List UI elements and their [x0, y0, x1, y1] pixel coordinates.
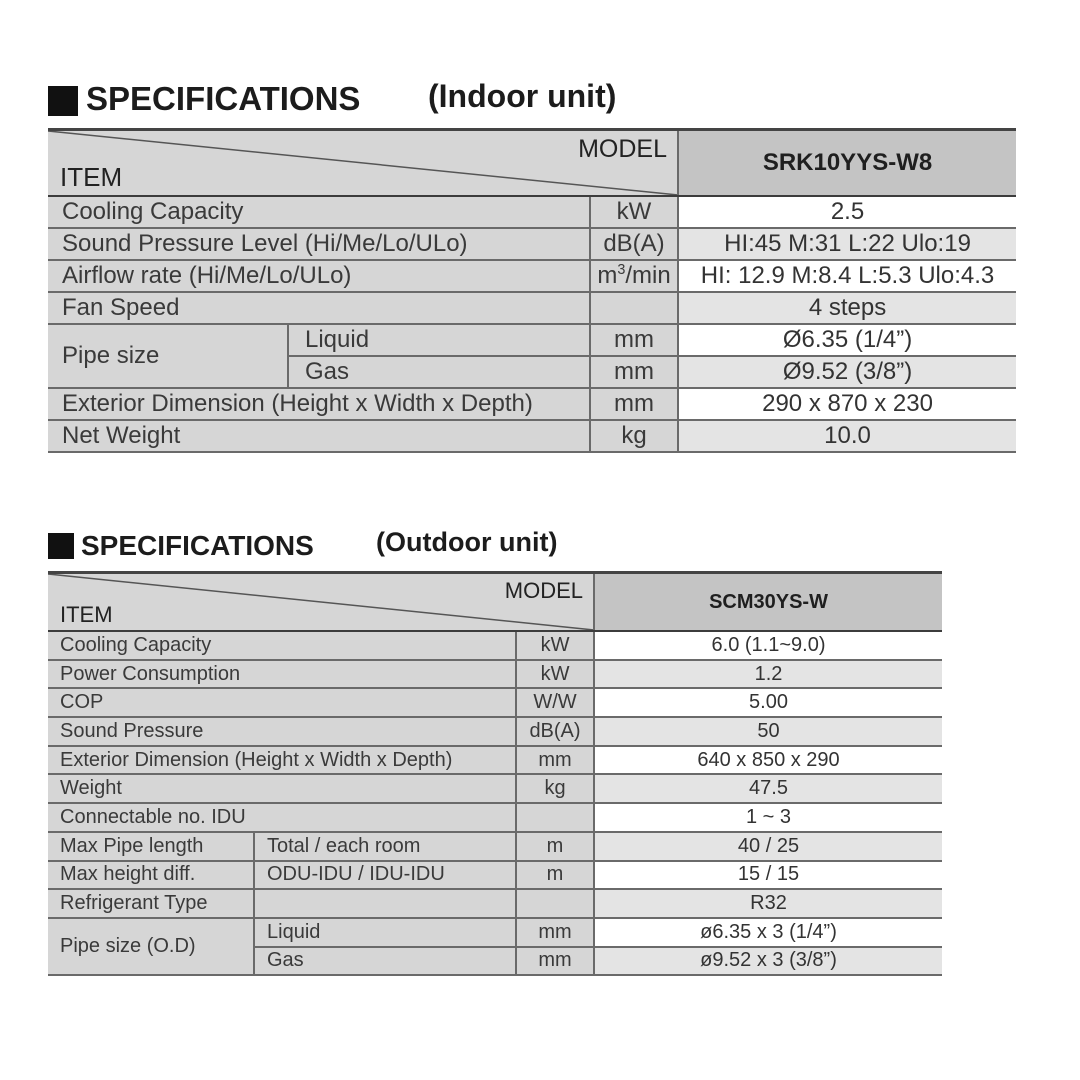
row-label: Sound Pressure Level (Hi/Me/Lo/ULo) [48, 228, 590, 260]
row-unit: kg [590, 420, 678, 452]
row-label: Fan Speed [48, 292, 590, 324]
indoor-spec-table [48, 128, 1016, 453]
table-row [48, 717, 942, 746]
row-value: Ø6.35 (1/4”) [678, 324, 1016, 356]
outdoor-heading [48, 525, 942, 565]
row-unit [590, 292, 678, 324]
row-value: HI:45 M:31 L:22 Ulo:19 [678, 228, 1016, 260]
row-unit: kW [516, 660, 594, 689]
row-label: Power Consumption [48, 660, 516, 689]
row-sublabel [254, 889, 516, 918]
table-row [48, 803, 942, 832]
row-unit: mm [590, 324, 678, 356]
row-label: Connectable no. IDU [48, 803, 516, 832]
table-row [48, 292, 1016, 324]
row-unit: kW [590, 196, 678, 228]
row-unit: dB(A) [516, 717, 594, 746]
unit-tail: /min [625, 262, 671, 289]
table-row [48, 889, 942, 918]
row-unit: mm [590, 356, 678, 388]
table-row [48, 918, 942, 947]
row-unit [516, 803, 594, 832]
table-row [48, 774, 942, 803]
outdoor-subtitle: (Outdoor unit) [376, 527, 558, 557]
table-row [48, 660, 942, 689]
row-value: ø9.52 x 3 (3/8”) [594, 947, 942, 976]
row-value: 40 / 25 [594, 832, 942, 861]
row-label: Airflow rate (Hi/Me/Lo/ULo) [48, 260, 590, 292]
indoor-heading [48, 76, 1016, 116]
row-label: Refrigerant Type [48, 889, 254, 918]
row-value: 10.0 [678, 420, 1016, 452]
row-label: Sound Pressure [48, 717, 516, 746]
row-unit: kg [516, 774, 594, 803]
table-header-row [48, 130, 1016, 197]
row-value: 1 ~ 3 [594, 803, 942, 832]
model-name: SRK10YYS-W8 [678, 130, 1016, 197]
table-row [48, 388, 1016, 420]
table-row [48, 420, 1016, 452]
row-value: 5.00 [594, 688, 942, 717]
row-value: HI: 12.9 M:8.4 L:5.3 Ulo:4.3 [678, 260, 1016, 292]
row-value: 1.2 [594, 660, 942, 689]
outdoor-spec-table [48, 571, 942, 976]
row-label: Cooling Capacity [48, 631, 516, 660]
row-label: Cooling Capacity [48, 196, 590, 228]
row-unit: W/W [516, 688, 594, 717]
item-header-label: ITEM [60, 602, 113, 627]
row-value: 6.0 (1.1~9.0) [594, 631, 942, 660]
row-sublabel: ODU-IDU / IDU-IDU [254, 861, 516, 890]
row-unit: mm [516, 947, 594, 976]
table-row [48, 196, 1016, 228]
indoor-subtitle: (Indoor unit) [428, 78, 617, 114]
unit-base: m [597, 262, 618, 289]
row-value: 4 steps [678, 292, 1016, 324]
row-sublabel: Liquid [288, 324, 590, 356]
row-label: Max height diff. [48, 861, 254, 890]
row-value: Ø9.52 (3/8”) [678, 356, 1016, 388]
row-label: Max Pipe length [48, 832, 254, 861]
indoor-title: SPECIFICATIONS [86, 80, 361, 117]
outdoor-title: SPECIFICATIONS [81, 530, 314, 561]
row-label: Net Weight [48, 420, 590, 452]
row-unit [590, 260, 678, 292]
model-header-label: MODEL [504, 578, 584, 603]
black-square-icon [48, 533, 74, 559]
row-value: 50 [594, 717, 942, 746]
table-row [48, 832, 942, 861]
table-row [48, 260, 1016, 292]
row-unit: mm [516, 746, 594, 775]
row-unit: dB(A) [590, 228, 678, 260]
item-model-header-cell [48, 573, 594, 632]
row-value: 47.5 [594, 774, 942, 803]
row-sublabel: Gas [254, 947, 516, 976]
row-label: Exterior Dimension (Height x Width x Depth) [48, 746, 516, 775]
item-header-label: ITEM [60, 162, 123, 192]
model-header-label: MODEL [578, 135, 668, 163]
table-row [48, 746, 942, 775]
table-row [48, 631, 942, 660]
row-label: Pipe size [48, 324, 288, 388]
row-unit: m [516, 832, 594, 861]
table-row [48, 688, 942, 717]
row-value: 2.5 [678, 196, 1016, 228]
row-value: 640 x 850 x 290 [594, 746, 942, 775]
row-sublabel: Liquid [254, 918, 516, 947]
model-name: SCM30YS-W [594, 573, 942, 632]
table-header-row [48, 573, 942, 632]
row-sublabel: Gas [288, 356, 590, 388]
row-unit: m [516, 861, 594, 890]
outdoor-spec-section [48, 525, 942, 985]
row-label: Exterior Dimension (Height x Width x Depth) [48, 388, 590, 420]
row-value: 290 x 870 x 230 [678, 388, 1016, 420]
unit-superscript: 3 [617, 262, 626, 278]
table-row [48, 861, 942, 890]
item-model-header-cell [48, 130, 678, 197]
row-unit: mm [516, 918, 594, 947]
indoor-spec-section [48, 76, 1016, 468]
row-label: COP [48, 688, 516, 717]
black-square-icon [48, 86, 78, 116]
row-sublabel: Total / each room [254, 832, 516, 861]
row-label: Pipe size (O.D) [48, 918, 254, 975]
row-value: R32 [594, 889, 942, 918]
row-value: ø6.35 x 3 (1/4”) [594, 918, 942, 947]
table-row [48, 228, 1016, 260]
row-label: Weight [48, 774, 516, 803]
row-unit [516, 889, 594, 918]
row-value: 15 / 15 [594, 861, 942, 890]
row-unit: kW [516, 631, 594, 660]
table-row [48, 324, 1016, 356]
row-unit: mm [590, 388, 678, 420]
